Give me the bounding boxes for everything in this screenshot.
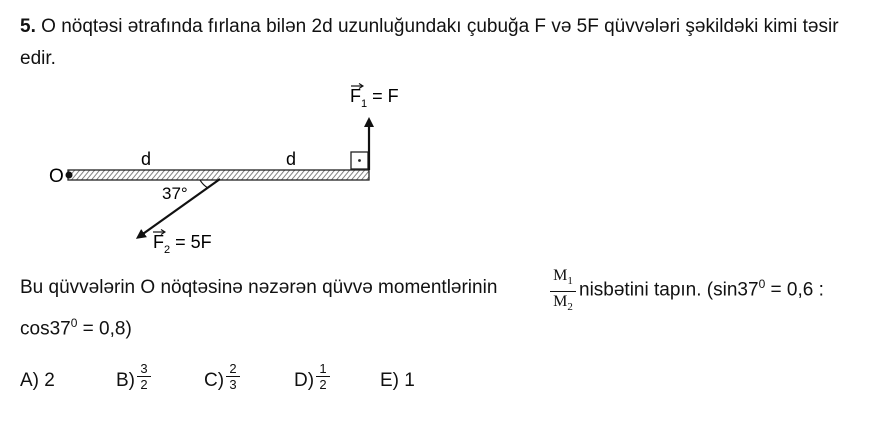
pivot-point [66,172,73,179]
diagram-svg [40,78,440,258]
moment-ratio [550,266,576,317]
right-angle-dot [358,159,361,162]
force2-label: $F_2 = 5F$ [153,232,212,256]
angle-arc [200,180,208,188]
question-text [20,11,865,75]
rod-force-diagram [40,78,440,258]
segment1-label: d [141,149,152,169]
answer-choices: A) 2 B) 3 2 C) 2 3 D) 1 2 E) 1 [20,361,415,392]
segment2-label: d [286,149,297,169]
point-o-label: O [49,166,64,187]
prompt-before: Bu qüvvələrin O nöqtəsinə nəzərən qüvvə momentlərinin [20,277,498,298]
ratio-denominator: $M_2$ [553,293,573,314]
answer-d-fraction: 1 2 [316,361,330,392]
prompt-line2: $\cos 37^0 = 0,8$) [20,316,132,340]
rod [68,170,369,180]
force1-label: $F_1 = F$ [350,86,399,110]
question-body: O nöqtəsi ətrafında fırlana bilən 2d uzunluğundakı çubuğa F və 5F qüvvələri şəkildəki kimi təsir edir. [20,16,839,69]
answer-c-fraction: 2 3 [226,361,240,392]
answer-b-fraction: 3 2 [137,361,151,392]
prompt-after: nisbətini tapın. ($\sin 37^0 = 0,6$ : [579,277,824,301]
ratio-numerator: $M_1$ [550,266,576,292]
angle-label: 37° [162,184,188,203]
question-number: 5. [20,16,36,37]
